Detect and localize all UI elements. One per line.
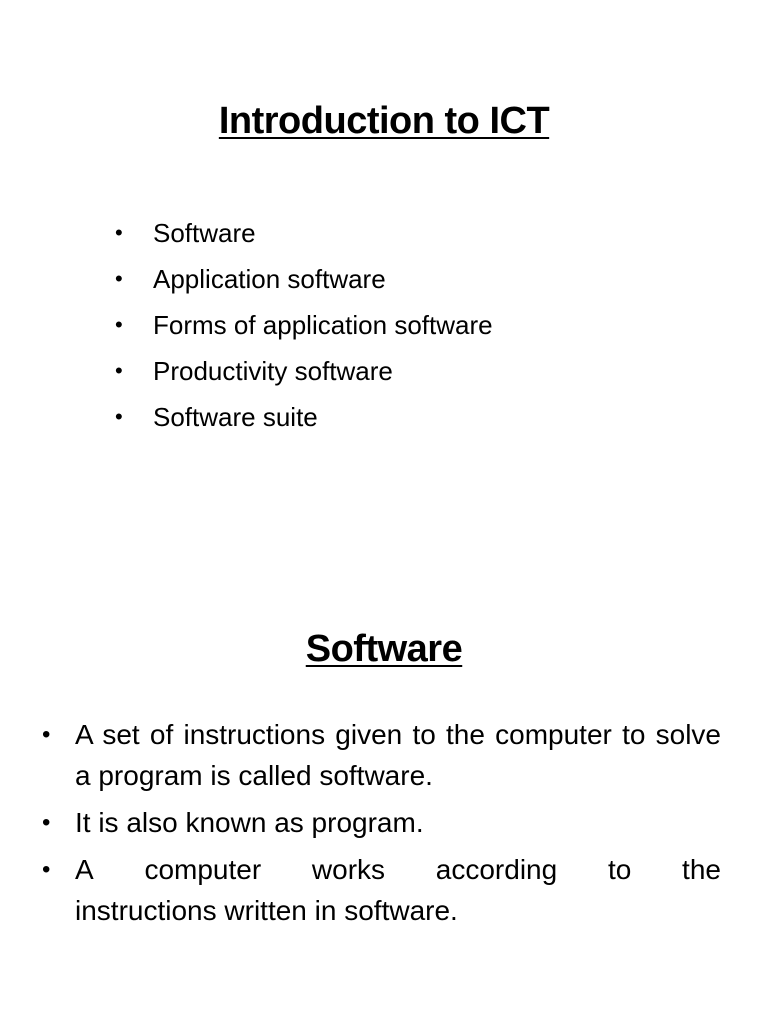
list-item (112, 302, 493, 348)
word: to (607, 854, 632, 885)
list-item (112, 394, 493, 440)
list-item (112, 256, 493, 302)
content-list (40, 714, 721, 937)
list-item-line (75, 849, 721, 890)
list-item-text: It is also known as program. (75, 807, 424, 838)
slide-software (0, 512, 768, 1024)
list-item (112, 348, 493, 394)
list-item-text: Software (153, 218, 256, 248)
word: according (435, 854, 558, 885)
list-item-line: instructions written in software. (75, 895, 458, 926)
list-item-text: A set of instructions given to the computer to solve a program is called software. (75, 719, 721, 791)
bullet-icon: • (115, 312, 123, 337)
word: the (682, 854, 721, 885)
bullet-icon: • (115, 404, 123, 429)
bullet-icon: • (42, 809, 51, 836)
bullet-icon: • (115, 266, 123, 291)
list-item (40, 802, 721, 843)
bullet-icon: • (115, 220, 123, 245)
word: A (75, 854, 94, 885)
agenda-list (112, 210, 493, 440)
bullet-icon: • (42, 721, 51, 748)
list-item-text: Application software (153, 264, 386, 294)
list-item (40, 714, 721, 796)
word: computer (144, 854, 262, 885)
list-item (112, 210, 493, 256)
word: works (311, 854, 386, 885)
list-item-text: Productivity software (153, 356, 393, 386)
list-item-text: Software suite (153, 402, 318, 432)
bullet-icon: • (115, 358, 123, 383)
list-item-text: Forms of application software (153, 310, 493, 340)
bullet-icon: • (42, 856, 51, 883)
slide-title: Software (305, 628, 463, 670)
slide-title: Introduction to ICT (218, 100, 550, 142)
list-item (40, 849, 721, 931)
